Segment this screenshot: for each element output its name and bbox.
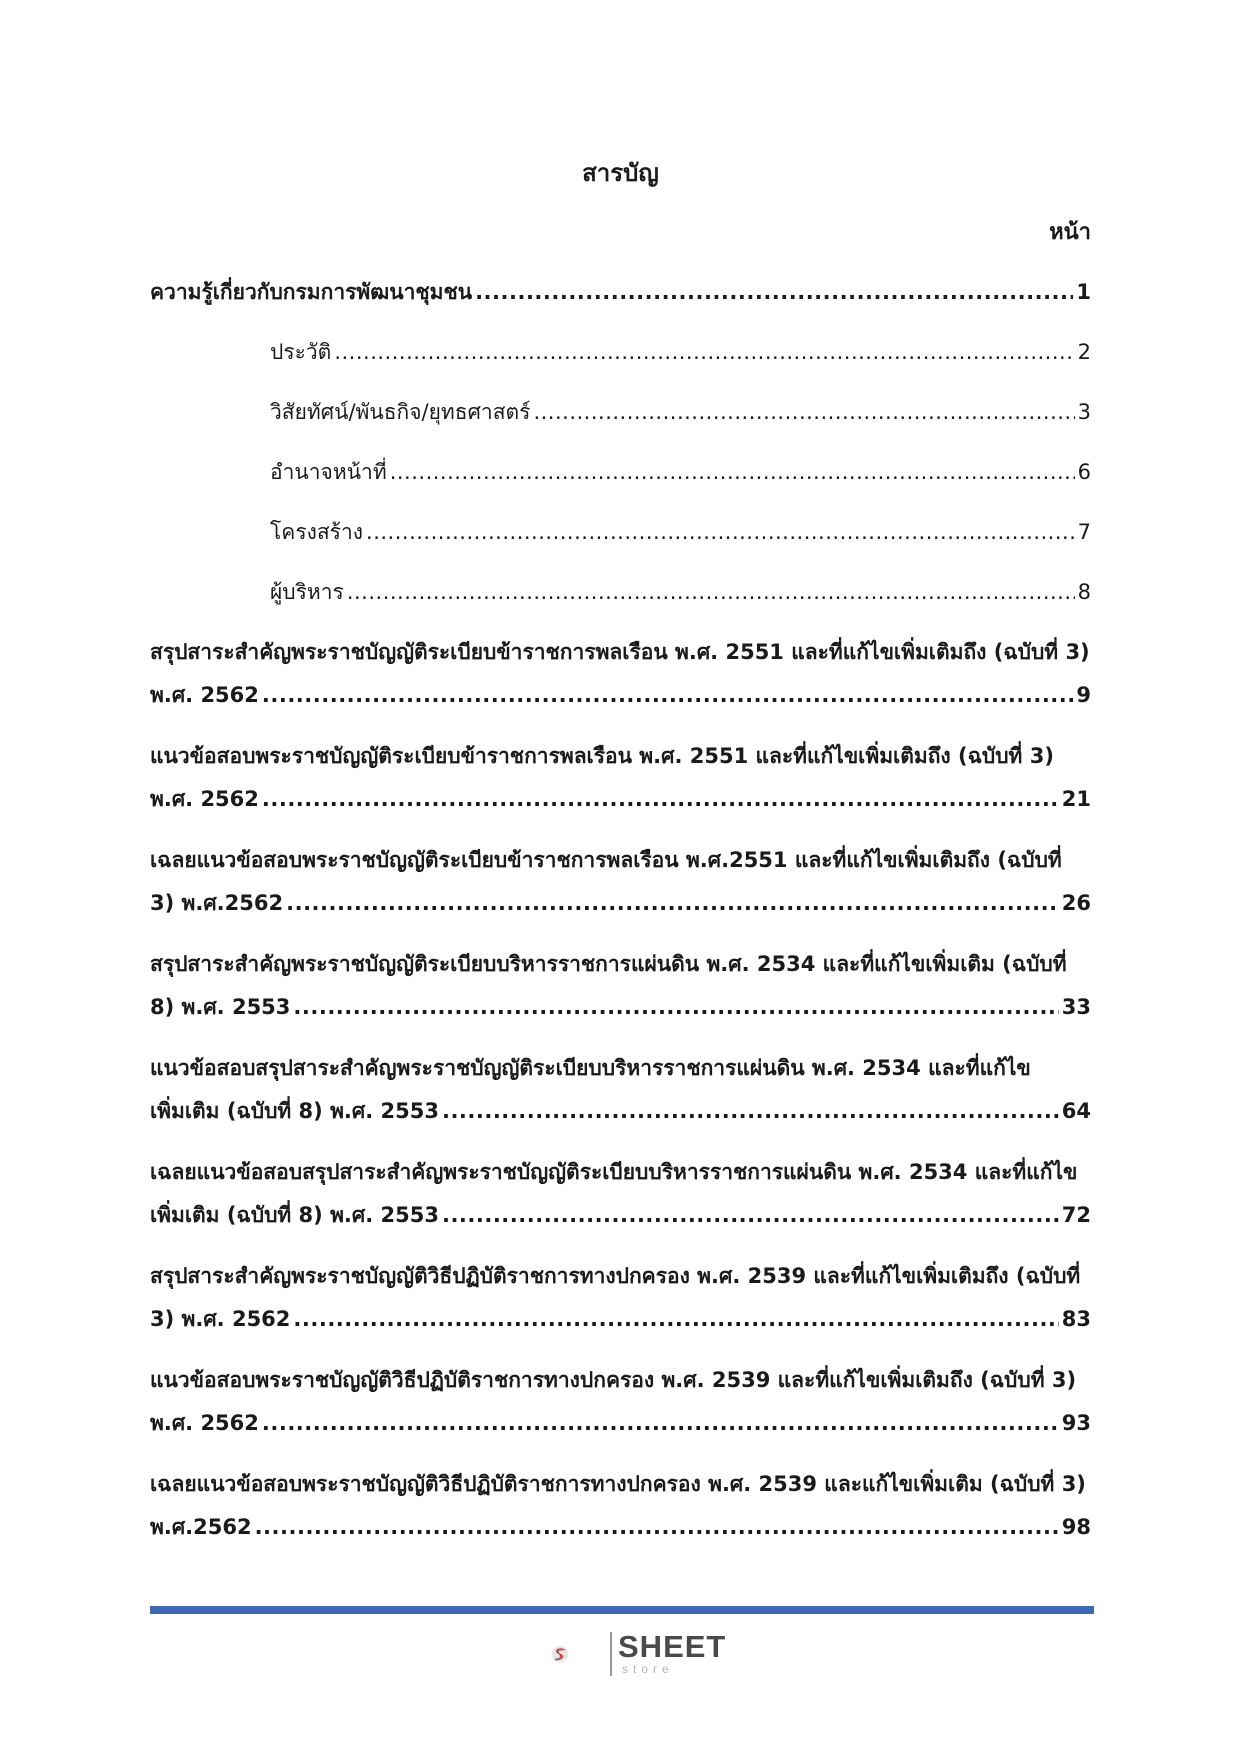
toc-entry-line2[interactable]: 8) พ.ศ. 2553 ..... 33 bbox=[150, 991, 1091, 1024]
toc-entry-line2[interactable]: 3) พ.ศ. 2562 ..... 83 bbox=[150, 1303, 1091, 1336]
brand-name: SHEET bbox=[618, 1629, 727, 1664]
toc-entry-line2[interactable]: พ.ศ.2562 ..... 98 bbox=[150, 1511, 1091, 1544]
sheet-store-logo-icon bbox=[551, 1628, 611, 1680]
toc-entry-line2[interactable]: เพิ่มเติม (ฉบับที่ 8) พ.ศ. 2553 ..... 72 bbox=[150, 1199, 1091, 1232]
toc-entry-line1[interactable]: แนวข้อสอบพระราชบัญญัติระเบียบข้าราชการพลเรือน พ.ศ. 2551 และที่แก้ไขเพิ่มเติมถึง (ฉบับที่ 3) bbox=[150, 744, 1054, 768]
logo-separator bbox=[610, 1632, 612, 1676]
brand-subtitle: store bbox=[622, 1662, 674, 1676]
toc-title: สารบัญ bbox=[582, 159, 659, 187]
toc-entry-line2[interactable]: พ.ศ. 2562 ..... 93 bbox=[150, 1407, 1091, 1440]
toc-entry-line2[interactable]: พ.ศ. 2562 ..... 9 bbox=[150, 679, 1091, 712]
toc-subentry[interactable]: ประวัติ ..... 2 bbox=[270, 336, 1091, 369]
toc-subentry[interactable]: วิสัยทัศน์/พันธกิจ/ยุทธศาสตร์ ..... 3 bbox=[270, 396, 1091, 429]
toc-entry-line1[interactable]: เฉลยแนวข้อสอบสรุปสาระสำคัญพระราชบัญญัติระเบียบบริหารราชการแผ่นดิน พ.ศ. 2534 และที่แก้ไข bbox=[150, 1160, 1078, 1184]
toc-entry-line2[interactable]: เพิ่มเติม (ฉบับที่ 8) พ.ศ. 2553 ..... 64 bbox=[150, 1095, 1091, 1128]
toc-entry-line1[interactable]: สรุปสาระสำคัญพระราชบัญญัติระเบียบบริหารราชการแผ่นดิน พ.ศ. 2534 และที่แก้ไขเพิ่มเติม (ฉบับที่ bbox=[150, 952, 1067, 976]
footer-divider bbox=[150, 1606, 1094, 1614]
toc-subentry[interactable]: โครงสร้าง ..... 7 bbox=[270, 516, 1091, 549]
toc-entry-line2[interactable]: 3) พ.ศ.2562 ..... 26 bbox=[150, 887, 1091, 920]
page-column-header: หน้า bbox=[1049, 220, 1091, 245]
toc-entry-line1[interactable]: สรุปสาระสำคัญพระราชบัญญัติระเบียบข้าราชการพลเรือน พ.ศ. 2551 และที่แก้ไขเพิ่มเติมถึง (ฉบับที่ 3) bbox=[150, 640, 1090, 664]
toc-entry-line1[interactable]: เฉลยแนวข้อสอบพระราชบัญญัติระเบียบข้าราชการพลเรือน พ.ศ.2551 และที่แก้ไขเพิ่มเติมถึง (ฉบับที่ bbox=[150, 848, 1062, 872]
toc-entry[interactable]: ความรู้เกี่ยวกับกรมการพัฒนาชุมชน ..... 1 bbox=[150, 276, 1091, 309]
toc-entry-line1[interactable]: สรุปสาระสำคัญพระราชบัญญัติวิธีปฏิบัติราชการทางปกครอง พ.ศ. 2539 และที่แก้ไขเพิ่มเติมถึง (ฉบับที่ bbox=[150, 1264, 1081, 1288]
toc-entry-line1[interactable]: แนวข้อสอบพระราชบัญญัติวิธีปฏิบัติราชการทางปกครอง พ.ศ. 2539 และที่แก้ไขเพิ่มเติมถึง (ฉบับที่ 3) bbox=[150, 1368, 1077, 1392]
toc-entry-line2[interactable]: พ.ศ. 2562 ..... 21 bbox=[150, 783, 1091, 816]
toc-entry-line1[interactable]: แนวข้อสอบสรุปสาระสำคัญพระราชบัญญัติระเบียบบริหารราชการแผ่นดิน พ.ศ. 2534 และที่แก้ไข bbox=[150, 1056, 1031, 1080]
toc-entry-line1[interactable]: เฉลยแนวข้อสอบพระราชบัญญัติวิธีปฏิบัติราชการทางปกครอง พ.ศ. 2539 และแก้ไขเพิ่มเติม (ฉบับที่ 3) bbox=[150, 1472, 1086, 1496]
toc-subentry[interactable]: ผู้บริหาร ..... 8 bbox=[270, 576, 1091, 609]
toc-subentry[interactable]: อำนาจหน้าที่ ..... 6 bbox=[270, 456, 1091, 489]
